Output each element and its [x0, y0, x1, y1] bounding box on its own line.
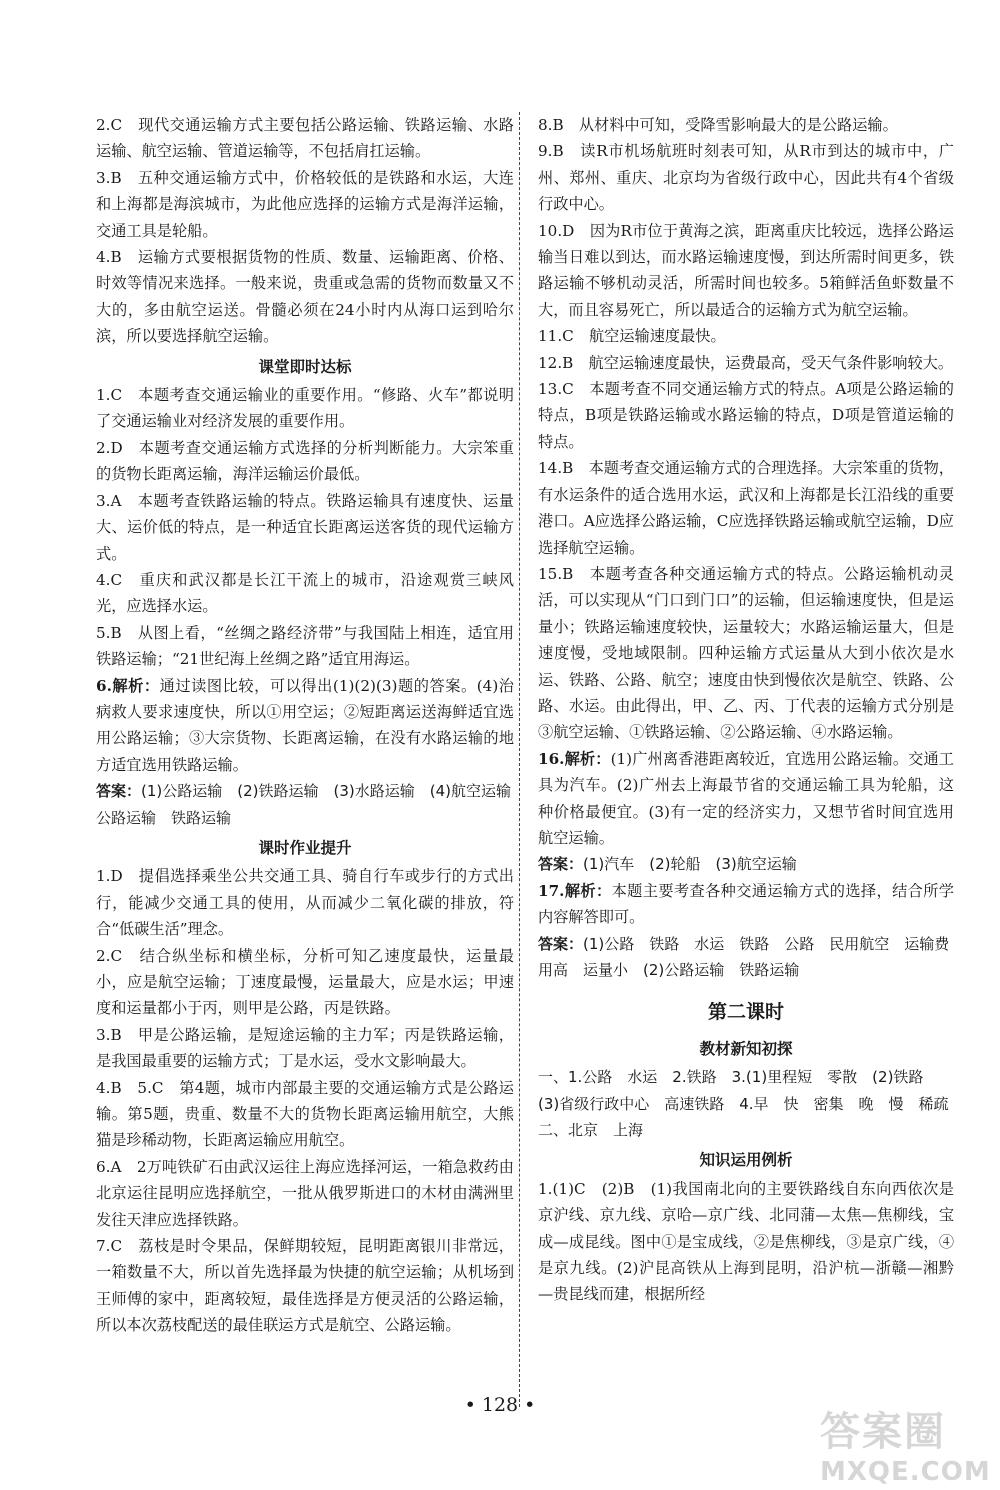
- item-text: 11.C 航空运输速度最快。: [538, 327, 726, 346]
- item-text: 本题主要考查各种交通运输方式的选择，结合所学内容解答即可。: [538, 881, 954, 927]
- answer-line: [538, 851, 954, 877]
- answer-line: [538, 1117, 954, 1143]
- item-text: (1)广州离香港距离较近，宜选用公路运输。交通工具为汽车。(2)广州去上海最节省的交通运输工具为轮船，这种价格最便宜。(3)有一定的经济实力，又想节省时间宜选用航空运输。: [538, 749, 954, 847]
- item-text: 14.B 本题考查交通运输方式的合理选择。大宗笨重的货物，有水运条件的适合选用水运，武汉和上海都是长江沿线的重要港口。A应选择公路运输，C应选择铁路运输或航空运输，D应选择航空运输。: [538, 459, 954, 557]
- page-number: • 128 •: [464, 1394, 536, 1416]
- item-text: 15.B 本题考查各种交通运输方式的特点。公路运输机动灵活，可以实现从“门口到门口”的运输，但运输速度快，但是运量小；铁路运输速度较快，运量较大；水路运输运量大，但是速度慢，受地域限制。四种运输方式运量从大到小依次是水运、铁路、公路、航空；速度由快到慢依次是航空、铁路、公路、水运。由此得出，甲、乙、丙、丁代表的运输方式分别是③航空运输、①铁路运输、②公路运输、④水路运输。: [538, 564, 954, 742]
- item-text: 1.(1)C (2)B (1)我国南北向的主要铁路线自东向西依次是京沪线、京九线、京哈—京广线、北同蒲—太焦—焦柳线，宝成—成昆线。图中①是宝成线，②是焦柳线，③是京广线，④是京九线。(2)沪昆高铁从上海到昆明，沿沪杭—浙赣—湘黔—贵昆线而建，根据所经: [538, 1179, 954, 1304]
- answer-item: [538, 455, 954, 561]
- item-text: 第二课时: [707, 1001, 784, 1024]
- item-text: 4.B 5.C 第4题，城市内部最主要的交通运输方式是公路运输。第5题，贵重、数量不大的货物长距离运输用航空，大熊猫是珍稀动物，长距离运输应用航空。: [96, 1078, 514, 1150]
- item-text: 2.C 现代交通运输方式主要包括公路运输、铁路运输、水路运输、航空运输、管道运输等，不包括肩扛运输。: [96, 116, 514, 161]
- answer-item: [538, 561, 954, 746]
- item-text: 1.C 本题考查交通运输业的重要作用。“修路、火车”都说明了交通运输业对经济发展的重要作用。: [96, 386, 514, 431]
- item-text: 9.B 读R市机场航班时刻表可知，从R市到达的城市中，广州、郑州、重庆、北京均为省级行政中心，因此共有4个省级行政中心。: [538, 142, 954, 214]
- answer-item: [96, 1075, 514, 1154]
- answer-item: [96, 1154, 514, 1233]
- item-text: (1)汽车 (2)轮船 (3)航空运输: [583, 855, 797, 874]
- watermark-line-1: 答案圈: [820, 1409, 946, 1455]
- answer-item: [96, 435, 514, 488]
- item-text: 教材新知初探: [699, 1039, 793, 1058]
- item-text: 5.B 从图上看，“丝绸之路经济带”与我国陆上相连，适宜用铁路运输；“21世纪海上丝绸之路”适宜用海运。: [96, 623, 514, 669]
- answer-item: [538, 746, 954, 852]
- item-text: (1)公路 铁路 水运 铁路 公路 民用航空 运输费用高 运量小 (2)公路运输 铁路运输: [538, 934, 950, 979]
- item-label: 答案：: [96, 782, 142, 801]
- item-text: 知识运用例析: [699, 1151, 793, 1170]
- answer-item: [96, 673, 514, 779]
- item-text: 1.D 提倡选择乘坐公共交通工具、骑自行车或步行的方式出行，能减少交通工具的使用，从而减少二氧化碳的排放，符合“低碳生活”理念。: [96, 867, 514, 939]
- answer-item: [538, 138, 954, 217]
- item-label: 6.解析：: [96, 676, 160, 695]
- lesson-title: [538, 999, 954, 1025]
- answer-item: [96, 567, 514, 620]
- watermark-line-2: MXQE.COM: [820, 1457, 991, 1487]
- answer-item: [538, 1176, 954, 1308]
- item-text: 12.B 航空运输速度最快，运费最高，受天气条件影响较大。: [538, 353, 954, 372]
- section-heading: [538, 1036, 954, 1062]
- column-divider: [519, 112, 520, 1407]
- item-label: 答案：: [538, 855, 584, 874]
- answer-item: [538, 218, 954, 324]
- item-text: (1)公路运输 (2)铁路运输 (3)水路运输 (4)航空运输 公路运输 铁路运输: [96, 782, 527, 827]
- item-text: 4.B 运输方式要根据货物的性质、数量、运输距离、价格、时效等情况来选择。一般来说，贵重或急需的货物而数量又不大的，多由航空运送。骨髓必须在24小时内从海口运到哈尔滨，所以要选择航空运输。: [96, 248, 514, 346]
- item-text: 通过读图比较，可以得出(1)(2)(3)题的答案。(4)治病救人要求速度快，所以①用空运；②短距离运送海鲜适宜选用公路运输；③大宗货物、长距离运输，在没有水路运输的地方适宜选用铁路运输。: [96, 676, 514, 774]
- item-text: 3.B 五种交通运输方式中，价格较低的是铁路和水运，大连和上海都是海滨城市，为此他应选择的运输方式是海洋运输，交通工具是轮船。: [96, 168, 514, 240]
- answer-item: [96, 863, 514, 942]
- answer-item: [96, 943, 514, 1022]
- item-text: 8.B 从材料中可知，受降雪影响最大的是公路运输。: [538, 116, 898, 134]
- item-text: 6.A 2万吨铁矿石由武汉运往上海应选择河运，一箱急救药由北京运往昆明应选择航空，一批从俄罗斯进口的木材由满洲里发往天津应选择铁路。: [96, 1157, 514, 1229]
- item-text: 10.D 因为R市位于黄海之滨，距离重庆比较远，选择公路运输当日难以到达，而水路运输速度慢，到达所需时间更多，铁路运输不够机动灵活，所需时间也较多。5箱鲜活鱼虾数量不大，而且容易死亡，所以最适合的运输方式为航空运输。: [538, 221, 954, 319]
- item-text: 3.B 甲是公路运输，是短途运输的主力军；丙是铁路运输，是我国最重要的运输方式；丁是水运，受水文影响最大。: [96, 1025, 514, 1071]
- answer-line: [538, 1064, 954, 1117]
- item-text: 13.C 本题考查不同交通运输方式的特点。A项是公路运输的特点，B项是铁路运输或水路运输的特点，D项是管道运输的特点。: [538, 380, 954, 451]
- answer-item: [538, 878, 954, 931]
- answer-line: [96, 778, 527, 831]
- section-heading: [96, 835, 514, 861]
- right-column: [538, 112, 954, 1308]
- item-text: 二、北京 上海: [538, 1121, 644, 1140]
- item-text: 一、1.公路 水运 2.铁路 3.(1)里程短 零散 (2)铁路 (3)省级行政中心 高速铁路 4.早 快 密集 晚 慢 稀疏: [538, 1068, 949, 1113]
- answer-item: [96, 620, 514, 673]
- answer-item: [96, 244, 514, 350]
- answer-line: [538, 931, 954, 984]
- answer-item: [538, 323, 954, 349]
- answer-item: [96, 382, 514, 435]
- item-text: 4.C 重庆和武汉都是长江干流上的城市，沿途观赏三峡风光，应选择水运。: [96, 570, 514, 616]
- answer-item: [96, 1233, 514, 1339]
- answer-item: [96, 488, 514, 567]
- item-text: 7.C 荔枝是时令果品，保鲜期较短，昆明距离银川非常远，一箱数量不大，所以首先选择最为快捷的航空运输；从机场到王师傅的家中，距离较短，最佳选择是方便灵活的公路运输，所以本次荔枝配送的最佳联运方式是航空、公路运输。: [96, 1237, 514, 1335]
- item-text: 课堂即时达标: [258, 357, 352, 376]
- item-label: 答案：: [538, 934, 584, 953]
- answer-item: [96, 1022, 514, 1075]
- item-text: 2.C 结合纵坐标和横坐标，分析可知乙速度最快，运量最小，应是航空运输；丁速度最慢，运量最大，应是水运；甲速度和运量都小于丙，则甲是公路，丙是铁路。: [96, 946, 514, 1018]
- section-heading: [96, 354, 514, 380]
- item-label: 17.解析：: [538, 881, 612, 900]
- answer-item: [538, 376, 954, 455]
- section-heading: [538, 1147, 954, 1173]
- answer-item: [538, 350, 954, 376]
- answer-item: [538, 112, 954, 138]
- watermark-logo: [820, 1400, 990, 1486]
- item-text: 3.A 本题考查铁路运输的特点。铁路运输具有速度快、运量大、运价低的特点，是一种适宜长距离运送客货的现代运输方式。: [96, 491, 514, 563]
- item-text: 课时作业提升: [258, 838, 352, 857]
- left-column: [96, 112, 527, 1339]
- answer-item: [96, 112, 514, 165]
- item-text: 2.D 本题考查交通运输方式选择的分析判断能力。大宗笨重的货物长距离运输，海洋运输运价最低。: [96, 438, 514, 484]
- item-label: 16.解析：: [538, 749, 611, 768]
- answer-item: [96, 165, 514, 244]
